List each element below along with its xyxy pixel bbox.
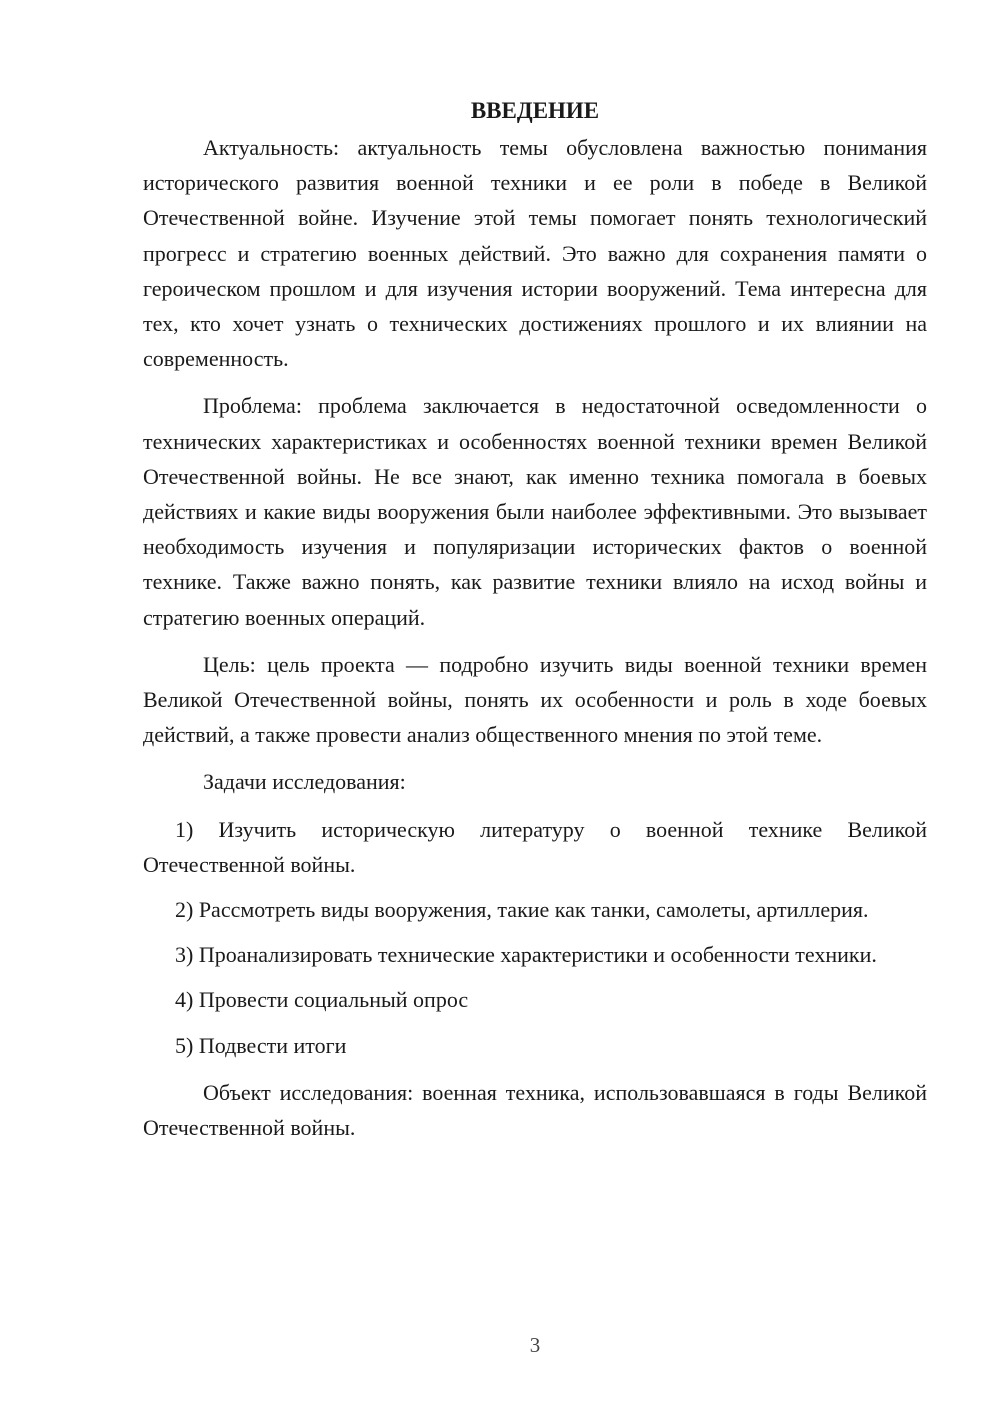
relevance-paragraph: Актуальность: актуальность темы обусловлена важностью понимания исторического развития военной техники и ее роли в победе в Великой Отечественной войне. Изучение этой темы помогает понять технологический прогресс и стратегию военных действий. Это важно для сохранения памяти о героическом прошлом и для изучения истории вооружений. Тема интересна для тех, кто хочет узнать о технических достижениях прошлого и их влиянии на современность. [143, 135, 927, 372]
task-item: 4) Провести социальный опрос [175, 987, 469, 1013]
task-item: 5) Подвести итоги [175, 1032, 347, 1058]
tasks-list [143, 812, 927, 1063]
page-number: 3 [529, 1333, 541, 1357]
task-item: 2) Рассмотреть виды вооружения, такие как танки, самолеты, артиллерия. [175, 897, 869, 923]
task-item: 3) Проанализировать технические характеристики и особенности техники. [175, 942, 877, 968]
problem-paragraph: Проблема: проблема заключается в недостаточной осведомленности о технических характеристиках и особенностях военной техники времен Великой Отечественной войны. Не все знают, как именно техника помогала в боевых действиях и какие виды вооружения были наиболее эффективными. Это вызывает необходимость изучения и популяризации исторических фактов о военной технике. Также важно понять, как развитие техники влияло на исход войны и стратегию военных операций. [143, 393, 927, 630]
goal-paragraph: Цель: цель проекта — подробно изучить виды военной техники времен Великой Отечественной войны, понять их особенности и роль в ходе боевых действий, а также провести анализ общественного мнения по этой теме. [143, 651, 927, 748]
page-content [143, 93, 927, 1145]
task-item: 1) Изучить историческую литературу о военной технике Великой Отечественной войны. [143, 816, 927, 877]
page-title: ВВЕДЕНИЕ [470, 98, 600, 123]
object-paragraph: Объект исследования: военная техника, использовавшаяся в годы Великой Отечественной войны. [143, 1079, 927, 1141]
tasks-heading: Задачи исследования: [203, 769, 406, 795]
